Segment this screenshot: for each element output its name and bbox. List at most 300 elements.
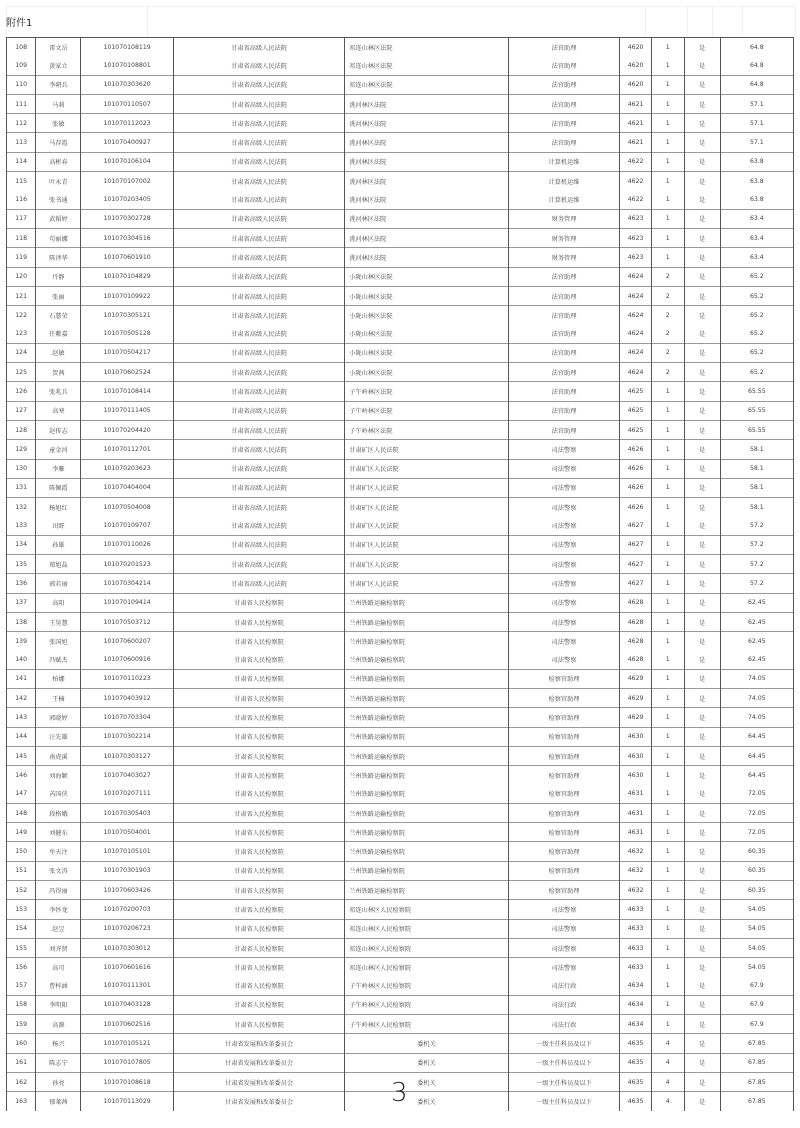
quota-cell: 1 [651, 498, 684, 517]
header-divider [147, 7, 148, 37]
employing-unit-cell: 甘肃矿区人民法院 [345, 516, 508, 535]
position-code-cell: 4622 [620, 190, 652, 209]
interview-flag-cell: 是 [684, 803, 720, 822]
interview-flag-cell: 是 [684, 1073, 720, 1092]
name-cell: 王楠 [36, 689, 81, 708]
exam-id-cell: 101070303620 [81, 75, 173, 94]
min-score-cell: 62.45 [720, 651, 793, 670]
name-cell: 郁莱茜 [36, 1092, 81, 1111]
row-number-cell: 149 [7, 823, 36, 842]
interview-flag-cell: 是 [684, 1015, 720, 1034]
min-score-cell: 64.8 [720, 75, 793, 94]
recruiting-agency-cell: 甘肃省发展和改革委员会 [173, 1073, 344, 1092]
table-row [7, 1034, 794, 1053]
table-row [7, 535, 794, 554]
exam-id-cell: 101070110507 [81, 94, 173, 113]
quota-cell: 2 [651, 324, 684, 343]
min-score-cell: 64.45 [720, 727, 793, 746]
recruiting-agency-cell: 甘肃省高级人民法院 [173, 190, 344, 209]
table-row [7, 267, 794, 286]
quota-cell: 1 [651, 248, 684, 267]
exam-id-cell: 101070111405 [81, 401, 173, 420]
name-cell: 曹梓涵 [36, 977, 81, 996]
quota-cell: 1 [651, 190, 684, 209]
exam-id-cell: 101070304214 [81, 574, 173, 593]
quota-cell: 1 [651, 938, 684, 957]
position-cell: 司法警察 [508, 612, 620, 631]
quota-cell: 1 [651, 746, 684, 765]
quota-cell: 1 [651, 209, 684, 228]
position-code-cell: 4627 [620, 516, 652, 535]
position-cell: 检察官助理 [508, 803, 620, 822]
row-number-cell: 122 [7, 306, 36, 325]
employing-unit-cell: 洮河林区法院 [345, 190, 508, 209]
recruiting-agency-cell: 甘肃省高级人民法院 [173, 75, 344, 94]
position-code-cell: 4630 [620, 727, 652, 746]
recruiting-agency-cell: 甘肃省高级人民法院 [173, 114, 344, 133]
name-cell: 芮国侠 [36, 785, 81, 804]
name-cell: 冯赋杰 [36, 651, 81, 670]
row-number-cell: 131 [7, 478, 36, 497]
exam-id-cell: 101070203623 [81, 459, 173, 478]
name-cell: 黄家立 [36, 56, 81, 75]
interview-flag-cell: 是 [684, 977, 720, 996]
row-number-cell: 121 [7, 286, 36, 305]
exam-id-cell: 101070403027 [81, 766, 173, 785]
position-cell: 司法警察 [508, 516, 620, 535]
row-number-cell: 113 [7, 133, 36, 152]
position-code-cell: 4624 [620, 286, 652, 305]
interview-flag-cell: 是 [684, 823, 720, 842]
name-cell: 张丽 [36, 286, 81, 305]
position-code-cell: 4635 [620, 1034, 652, 1053]
quota-cell: 1 [651, 689, 684, 708]
name-cell: 武韬婷 [36, 209, 81, 228]
quota-cell: 1 [651, 56, 684, 75]
min-score-cell: 57.2 [720, 535, 793, 554]
position-cell: 法官助理 [508, 401, 620, 420]
employing-unit-cell: 兰州铁路运输检察院 [345, 708, 508, 727]
min-score-cell: 54.05 [720, 958, 793, 977]
name-cell: 郭若丽 [36, 574, 81, 593]
employing-unit-cell: 祁连山林区法院 [345, 38, 508, 57]
min-score-cell: 64.45 [720, 766, 793, 785]
min-score-cell: 57.1 [720, 94, 793, 113]
exam-id-cell: 101070201523 [81, 555, 173, 574]
recruiting-agency-cell: 甘肃省高级人民法院 [173, 574, 344, 593]
table-row [7, 900, 794, 919]
employing-unit-cell: 兰州铁路运输检察院 [345, 785, 508, 804]
employing-unit-cell: 兰州铁路运输检察院 [345, 651, 508, 670]
table-row [7, 343, 794, 362]
min-score-cell: 63.8 [720, 190, 793, 209]
min-score-cell: 72.05 [720, 823, 793, 842]
position-cell: 财务管理 [508, 248, 620, 267]
table-row [7, 1053, 794, 1072]
row-number-cell: 151 [7, 861, 36, 880]
name-cell: 高源 [36, 1015, 81, 1034]
quota-cell: 4 [651, 1034, 684, 1053]
header-divider [712, 7, 713, 37]
exam-id-cell: 101070105121 [81, 1034, 173, 1053]
recruiting-agency-cell: 甘肃省高级人民法院 [173, 440, 344, 459]
exam-id-cell: 101070200703 [81, 900, 173, 919]
min-score-cell: 60.35 [720, 861, 793, 880]
row-number-cell: 111 [7, 94, 36, 113]
min-score-cell: 65.55 [720, 382, 793, 401]
position-code-cell: 4621 [620, 133, 652, 152]
exam-id-cell: 101070109707 [81, 516, 173, 535]
recruiting-agency-cell: 甘肃省高级人民法院 [173, 56, 344, 75]
employing-unit-cell: 洮河林区法院 [345, 228, 508, 247]
recruiting-agency-cell: 甘肃省发展和改革委员会 [173, 1092, 344, 1111]
employing-unit-cell: 甘肃矿区人民法院 [345, 440, 508, 459]
quota-cell: 1 [651, 977, 684, 996]
name-cell: 高可 [36, 958, 81, 977]
row-number-cell: 162 [7, 1073, 36, 1092]
exam-id-cell: 101070503712 [81, 612, 173, 631]
position-code-cell: 4632 [620, 881, 652, 900]
recruiting-agency-cell: 甘肃省发展和改革委员会 [173, 1034, 344, 1053]
row-number-cell: 137 [7, 593, 36, 612]
interview-flag-cell: 是 [684, 401, 720, 420]
employing-unit-cell: 洮河林区法院 [345, 209, 508, 228]
min-score-cell: 57.2 [720, 574, 793, 593]
employing-unit-cell: 甘肃矿区人民法院 [345, 478, 508, 497]
position-cell: 法官助理 [508, 114, 620, 133]
recruiting-agency-cell: 甘肃省人民检察院 [173, 900, 344, 919]
row-number-cell: 152 [7, 881, 36, 900]
position-cell: 财务管理 [508, 209, 620, 228]
position-cell: 司法行政 [508, 1015, 620, 1034]
min-score-cell: 63.8 [720, 172, 793, 191]
quota-cell: 1 [651, 133, 684, 152]
recruiting-agency-cell: 甘肃省高级人民法院 [173, 555, 344, 574]
recruiting-agency-cell: 甘肃省高级人民法院 [173, 152, 344, 171]
name-cell: 苟丽娜 [36, 228, 81, 247]
exam-id-cell: 101070600207 [81, 632, 173, 651]
exam-id-cell: 101070110026 [81, 535, 173, 554]
employing-unit-cell: 兰州铁路运输检察院 [345, 632, 508, 651]
recruiting-agency-cell: 甘肃省高级人民法院 [173, 172, 344, 191]
position-cell: 司法警察 [508, 958, 620, 977]
name-cell: 柏娜 [36, 669, 81, 688]
name-cell: 张文涛 [36, 861, 81, 880]
interview-flag-cell: 是 [684, 1092, 720, 1111]
position-cell: 计算机运维 [508, 152, 620, 171]
interview-flag-cell: 是 [684, 881, 720, 900]
employing-unit-cell: 委机关 [345, 1034, 508, 1053]
table-row [7, 498, 794, 517]
position-cell: 司法警察 [508, 651, 620, 670]
exam-id-cell: 101070108414 [81, 382, 173, 401]
employing-unit-cell: 祁连山林区人民检察院 [345, 938, 508, 957]
position-cell: 检察官助理 [508, 785, 620, 804]
recruiting-agency-cell: 甘肃省高级人民法院 [173, 478, 344, 497]
position-code-cell: 4631 [620, 785, 652, 804]
row-number-cell: 125 [7, 363, 36, 382]
row-number-cell: 148 [7, 803, 36, 822]
min-score-cell: 62.45 [720, 632, 793, 651]
interview-flag-cell: 是 [684, 900, 720, 919]
row-number-cell: 160 [7, 1034, 36, 1053]
interview-flag-cell: 是 [684, 420, 720, 439]
recruiting-agency-cell: 甘肃省人民检察院 [173, 785, 344, 804]
recruiting-agency-cell: 甘肃省人民检察院 [173, 593, 344, 612]
quota-cell: 1 [651, 785, 684, 804]
employing-unit-cell: 子午岭林区法院 [345, 420, 508, 439]
employing-unit-cell: 兰州铁路运输检察院 [345, 861, 508, 880]
min-score-cell: 67.9 [720, 1015, 793, 1034]
name-cell: 马莉 [36, 94, 81, 113]
exam-id-cell: 101070703304 [81, 708, 173, 727]
table-row [7, 75, 794, 94]
position-cell: 一级主任科员及以下 [508, 1092, 620, 1111]
table-row [7, 228, 794, 247]
row-number-cell: 133 [7, 516, 36, 535]
position-cell: 法官助理 [508, 56, 620, 75]
position-code-cell: 4633 [620, 938, 652, 957]
name-cell: 李怀龙 [36, 900, 81, 919]
interview-flag-cell: 是 [684, 114, 720, 133]
recruiting-agency-cell: 甘肃省人民检察院 [173, 632, 344, 651]
employing-unit-cell: 子午岭林区人民检察院 [345, 1015, 508, 1034]
recruiting-agency-cell: 甘肃省人民检察院 [173, 689, 344, 708]
employing-unit-cell: 甘肃矿区人民法院 [345, 535, 508, 554]
position-code-cell: 4621 [620, 94, 652, 113]
row-number-cell: 126 [7, 382, 36, 401]
row-number-cell: 115 [7, 172, 36, 191]
min-score-cell: 64.8 [720, 56, 793, 75]
position-cell: 计算机运维 [508, 190, 620, 209]
recruiting-agency-cell: 甘肃省人民检察院 [173, 727, 344, 746]
interview-flag-cell: 是 [684, 593, 720, 612]
employing-unit-cell: 洮河林区法院 [345, 114, 508, 133]
quota-cell: 1 [651, 881, 684, 900]
recruiting-agency-cell: 甘肃省人民检察院 [173, 977, 344, 996]
min-score-cell: 65.55 [720, 420, 793, 439]
interview-flag-cell: 是 [684, 324, 720, 343]
min-score-cell: 65.55 [720, 401, 793, 420]
position-cell: 司法警察 [508, 459, 620, 478]
position-code-cell: 4627 [620, 574, 652, 593]
quota-cell: 1 [651, 75, 684, 94]
interview-flag-cell: 是 [684, 498, 720, 517]
recruiting-agency-cell: 甘肃省人民检察院 [173, 651, 344, 670]
exam-id-cell: 101070600916 [81, 651, 173, 670]
employing-unit-cell: 委机关 [345, 1053, 508, 1072]
position-cell: 司法警察 [508, 593, 620, 612]
name-cell: 丹静 [36, 267, 81, 286]
recruiting-agency-cell: 甘肃省人民检察院 [173, 803, 344, 822]
position-code-cell: 4634 [620, 995, 652, 1014]
recruiting-agency-cell: 甘肃省人民检察院 [173, 881, 344, 900]
position-cell: 法官助理 [508, 306, 620, 325]
exam-id-cell: 101070112701 [81, 440, 173, 459]
table-row [7, 363, 794, 382]
quota-cell: 1 [651, 440, 684, 459]
table-row [7, 286, 794, 305]
recruiting-agency-cell: 甘肃省高级人民法院 [173, 382, 344, 401]
table-row [7, 248, 794, 267]
quota-cell: 1 [651, 919, 684, 938]
exam-id-cell: 101070203405 [81, 190, 173, 209]
table-row [7, 861, 794, 880]
name-cell: 张敏 [36, 114, 81, 133]
min-score-cell: 57.2 [720, 516, 793, 535]
position-cell: 法官助理 [508, 420, 620, 439]
position-code-cell: 4625 [620, 401, 652, 420]
name-cell: 高彬春 [36, 152, 81, 171]
employing-unit-cell: 兰州铁路运输检察院 [345, 766, 508, 785]
quota-cell: 4 [651, 1053, 684, 1072]
interview-flag-cell: 是 [684, 56, 720, 75]
name-cell: 孙亮 [36, 1073, 81, 1092]
position-code-cell: 4626 [620, 478, 652, 497]
interview-flag-cell: 是 [684, 842, 720, 861]
position-cell: 检察官助理 [508, 708, 620, 727]
row-number-cell: 129 [7, 440, 36, 459]
quota-cell: 1 [651, 420, 684, 439]
position-cell: 司法行政 [508, 977, 620, 996]
table-row [7, 306, 794, 325]
position-code-cell: 4633 [620, 958, 652, 977]
exam-id-cell: 101070110223 [81, 669, 173, 688]
position-cell: 法官助理 [508, 267, 620, 286]
row-number-cell: 142 [7, 689, 36, 708]
position-code-cell: 4635 [620, 1053, 652, 1072]
recruiting-agency-cell: 甘肃省高级人民法院 [173, 343, 344, 362]
min-score-cell: 74.05 [720, 708, 793, 727]
recruiting-agency-cell: 甘肃省发展和改革委员会 [173, 1053, 344, 1072]
recruiting-agency-cell: 甘肃省高级人民法院 [173, 38, 344, 57]
quota-cell: 1 [651, 861, 684, 880]
quota-cell: 2 [651, 306, 684, 325]
interview-flag-cell: 是 [684, 612, 720, 631]
table-row [7, 977, 794, 996]
interview-flag-cell: 是 [684, 190, 720, 209]
min-score-cell: 54.05 [720, 938, 793, 957]
row-number-cell: 134 [7, 535, 36, 554]
row-number-cell: 116 [7, 190, 36, 209]
name-cell: 田野 [36, 516, 81, 535]
exam-id-cell: 101070301903 [81, 861, 173, 880]
recruiting-agency-cell: 甘肃省高级人民法院 [173, 363, 344, 382]
exam-id-cell: 101070403128 [81, 995, 173, 1014]
quota-cell: 1 [651, 593, 684, 612]
exam-id-cell: 101070601616 [81, 958, 173, 977]
position-cell: 计算机运维 [508, 172, 620, 191]
recruiting-agency-cell: 甘肃省人民检察院 [173, 1015, 344, 1034]
name-cell: 汪先雄 [36, 727, 81, 746]
position-code-cell: 4633 [620, 900, 652, 919]
exam-id-cell: 101070106104 [81, 152, 173, 171]
row-number-cell: 140 [7, 651, 36, 670]
employing-unit-cell: 祁连山林区人民检察院 [345, 919, 508, 938]
page-number: 3 [391, 1078, 408, 1108]
quota-cell: 1 [651, 401, 684, 420]
row-number-cell: 146 [7, 766, 36, 785]
recruiting-agency-cell: 甘肃省人民检察院 [173, 919, 344, 938]
min-score-cell: 54.05 [720, 919, 793, 938]
position-cell: 财务管理 [508, 228, 620, 247]
name-cell: 任紫嘉 [36, 324, 81, 343]
recruiting-agency-cell: 甘肃省高级人民法院 [173, 535, 344, 554]
min-score-cell: 58.1 [720, 440, 793, 459]
recruiting-agency-cell: 甘肃省高级人民法院 [173, 228, 344, 247]
exam-id-cell: 101070302214 [81, 727, 173, 746]
min-score-cell: 74.05 [720, 689, 793, 708]
row-number-cell: 138 [7, 612, 36, 631]
position-cell: 检察官助理 [508, 669, 620, 688]
min-score-cell: 62.45 [720, 593, 793, 612]
recruiting-agency-cell: 甘肃省人民检察院 [173, 669, 344, 688]
interview-flag-cell: 是 [684, 727, 720, 746]
exam-id-cell: 101070204420 [81, 420, 173, 439]
employing-unit-cell: 祁连山林区法院 [345, 75, 508, 94]
interview-flag-cell: 是 [684, 958, 720, 977]
exam-id-cell: 101070403912 [81, 689, 173, 708]
position-cell: 检察官助理 [508, 861, 620, 880]
table-row [7, 209, 794, 228]
exam-id-cell: 101070111301 [81, 977, 173, 996]
min-score-cell: 62.45 [720, 612, 793, 631]
recruiting-agency-cell: 甘肃省人民检察院 [173, 823, 344, 842]
recruiting-agency-cell: 甘肃省高级人民法院 [173, 459, 344, 478]
position-cell: 检察官助理 [508, 881, 620, 900]
position-cell: 一级主任科员及以下 [508, 1073, 620, 1092]
position-code-cell: 4628 [620, 593, 652, 612]
min-score-cell: 65.2 [720, 286, 793, 305]
quota-cell: 1 [651, 1015, 684, 1034]
position-cell: 法官助理 [508, 38, 620, 57]
row-number-cell: 161 [7, 1053, 36, 1072]
position-cell: 司法警察 [508, 632, 620, 651]
exam-id-cell: 101070404004 [81, 478, 173, 497]
interview-flag-cell: 是 [684, 1034, 720, 1053]
position-cell: 司法行政 [508, 995, 620, 1014]
name-cell: 贺茜 [36, 363, 81, 382]
min-score-cell: 74.05 [720, 669, 793, 688]
name-cell: 赵昱 [36, 919, 81, 938]
exam-id-cell: 101070108618 [81, 1073, 173, 1092]
employing-unit-cell: 甘肃矿区人民法院 [345, 459, 508, 478]
employing-unit-cell: 兰州铁路运输检察院 [345, 746, 508, 765]
name-cell: 雷文岳 [36, 38, 81, 57]
name-cell: 叶永青 [36, 172, 81, 191]
employing-unit-cell: 小陇山林区法院 [345, 343, 508, 362]
employing-unit-cell: 小陇山林区法院 [345, 267, 508, 286]
employing-unit-cell: 委机关 [345, 1092, 508, 1111]
table-row [7, 766, 794, 785]
name-cell: 冯得丽 [36, 881, 81, 900]
exam-id-cell: 101070305121 [81, 306, 173, 325]
interview-flag-cell: 是 [684, 267, 720, 286]
min-score-cell: 65.2 [720, 324, 793, 343]
position-code-cell: 4626 [620, 459, 652, 478]
recruiting-agency-cell: 甘肃省人民检察院 [173, 612, 344, 631]
employing-unit-cell: 祁连山林区人民检察院 [345, 900, 508, 919]
employing-unit-cell: 洮河林区法院 [345, 248, 508, 267]
row-number-cell: 156 [7, 958, 36, 977]
employing-unit-cell: 小陇山林区法院 [345, 286, 508, 305]
position-cell: 检察官助理 [508, 746, 620, 765]
position-code-cell: 4624 [620, 267, 652, 286]
row-number-cell: 157 [7, 977, 36, 996]
interview-flag-cell: 是 [684, 919, 720, 938]
min-score-cell: 58.1 [720, 498, 793, 517]
employing-unit-cell: 子午岭林区法院 [345, 401, 508, 420]
